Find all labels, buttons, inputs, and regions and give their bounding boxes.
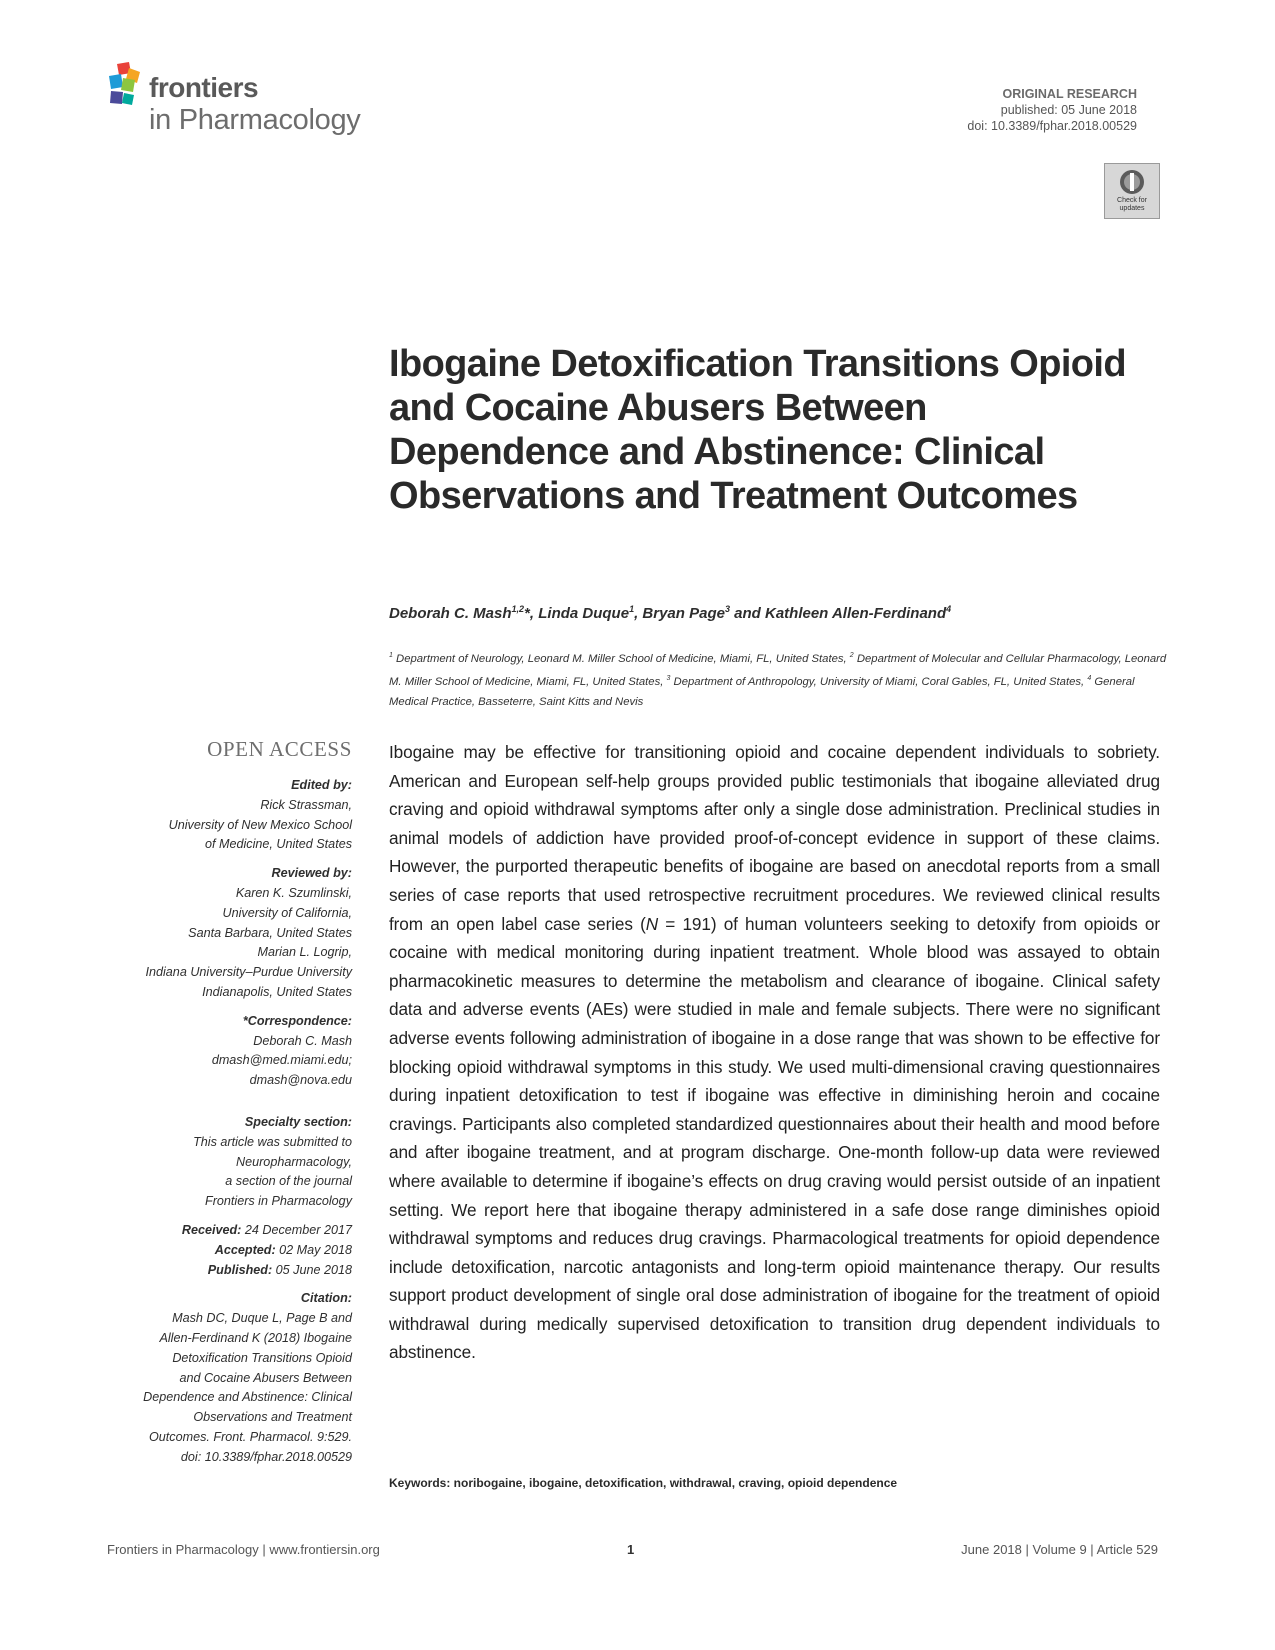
check-for-updates-badge[interactable] xyxy=(1104,163,1160,219)
affiliation-text: Department of Molecular and Cellular Pharmacology, Leonard M. Miller School of Medicine, Miami, FL, United States, xyxy=(389,652,1167,688)
citation-line: and Cocaine Abusers Between xyxy=(179,1370,352,1385)
article-meta xyxy=(967,86,1137,134)
doi-link[interactable]: doi: 10.3389/fphar.2018.00529 xyxy=(967,119,1137,133)
specialty-line: Frontiers in Pharmacology xyxy=(205,1194,352,1209)
correspondence-email[interactable]: dmash@med.miami.edu; xyxy=(211,1053,352,1068)
editor-line: University of New Mexico School xyxy=(168,817,352,832)
accepted-value: 02 May 2018 xyxy=(275,1242,352,1257)
reviewer-line: Karen K. Szumlinski, xyxy=(235,885,352,900)
keywords: Keywords: noribogaine, ibogaine, detoxification, withdrawal, craving, opioid dependence xyxy=(389,1476,898,1490)
reviewer-line: Marian L. Logrip, xyxy=(257,945,352,960)
correspondence-email[interactable]: dmash@nova.edu xyxy=(249,1073,352,1088)
citation-line: Detoxification Transitions Opioid xyxy=(172,1350,352,1365)
author-affiliation-marker: 1,2 xyxy=(511,604,525,614)
author-affiliation-marker: 4 xyxy=(946,604,952,614)
specialty-line: Neuropharmacology, xyxy=(236,1154,352,1169)
reviewed-by-section xyxy=(100,864,352,1003)
specialty-label: Specialty section: xyxy=(244,1114,352,1129)
footer-issue-info: June 2018 | Volume 9 | Article 529 xyxy=(961,1542,1158,1557)
open-access-label: OPEN ACCESS xyxy=(207,737,352,761)
editor-line: Rick Strassman, xyxy=(260,797,352,812)
author-name[interactable]: Bryan Page xyxy=(642,605,725,622)
editor-line: of Medicine, United States xyxy=(204,837,352,852)
citation-line: Allen-Ferdinand K (2018) Ibogaine xyxy=(159,1330,352,1345)
check-for-updates-label: Check for updates xyxy=(1117,197,1147,212)
author-name[interactable]: Linda Duque xyxy=(538,605,630,622)
reviewer-line: Santa Barbara, United States xyxy=(188,925,352,940)
author-name[interactable]: Kathleen Allen-Ferdinand xyxy=(765,605,947,622)
edited-by-label: Edited by: xyxy=(291,778,352,792)
author-separator: and xyxy=(729,605,765,622)
abstract-text: Ibogaine may be effective for transitioning opioid and cocaine dependent individuals to sobriety. American and European self-help groups provided public testimonials that ibogaine alleviated drug craving and opioid withdrawal symptoms after only a single dose administration. Preclinical studies in animal models of addiction have provided proof-of-concept evidence in support of these claims. However, the purported therapeutic benefits of ibogaine are based on anecdotal reports from a small series of case reports that used retrospective recruitment procedures. We reviewed clinical results from an open label case series ( xyxy=(389,742,1160,934)
abstract xyxy=(389,738,1160,1367)
citation-line: Observations and Treatment xyxy=(193,1410,352,1425)
correspondence-section xyxy=(100,1012,352,1091)
reviewer-line: Indianapolis, United States xyxy=(202,984,352,999)
footer-journal-link[interactable]: Frontiers in Pharmacology | www.frontiersin.org xyxy=(107,1542,380,1557)
specialty-line: a section of the journal xyxy=(225,1174,352,1189)
affiliation-text: Department of Neurology, Leonard M. Miller School of Medicine, Miami, FL, United States, xyxy=(392,652,850,665)
abstract-text: = 191) of human volunteers seeking to detoxify from opioids or cocaine with medical monitoring during inpatient treatment. Whole blood was assayed to obtain pharmacokinetic measures to determine the metabolism and clearance of ibogaine. Clinical safety data and adverse events (AEs) were studied in male and female subjects. There were no significant adverse events following administration of ibogaine in a dose range that was shown to be effective for blocking opioid withdrawal symptoms in this study. We used multi-dimensional craving questionnaires during inpatient detoxification to test if ibogaine was effective in diminishing heroin and cocaine cravings. Participants also completed standardized questionnaires about their health and mood before and after ibogaine treatment, and at program discharge. One-month follow-up data were reviewed where available to determine if ibogaine’s effects on drug craving would persist outside of an inpatient setting. We report here that ibogaine therapy administered in a safe dose range diminishes opioid withdrawal symptoms and reduces drug cravings. Pharmacological treatments for opioid dependence include detoxification, narcotic antagonists and long-term opioid maintenance therapy. Our results support product development of single oral dose administration of ibogaine for the treatment of opioid withdrawal during medically supervised detoxification to transition drug dependent individuals to abstinence. xyxy=(389,913,1160,1363)
article-info-sidebar xyxy=(100,736,352,1477)
reviewed-by-label: Reviewed by: xyxy=(271,866,352,881)
accepted-date xyxy=(100,1241,352,1261)
citation-line: Mash DC, Duque L, Page B and xyxy=(172,1311,352,1326)
published-date-sidebar xyxy=(100,1261,352,1281)
citation-label: Citation: xyxy=(300,1291,352,1306)
author-separator: *, xyxy=(524,605,539,622)
affiliation-marker: 3 xyxy=(666,674,671,682)
author-separator: , xyxy=(634,605,643,622)
citation-line: Outcomes. Front. Pharmacol. 9:529. xyxy=(149,1429,352,1444)
affiliations xyxy=(389,646,1169,712)
specialty-line: This article was submitted to xyxy=(193,1134,352,1149)
published-label: Published: xyxy=(207,1262,273,1277)
citation-doi[interactable]: doi: 10.3389/fphar.2018.00529 xyxy=(180,1449,352,1464)
specialty-section xyxy=(100,1113,352,1212)
published-date: published: 05 June 2018 xyxy=(1000,103,1137,117)
author-list xyxy=(389,604,1149,622)
correspondence-name: Deborah C. Mash xyxy=(253,1033,352,1048)
affiliation-marker: 1 xyxy=(389,652,393,659)
author-affiliation-marker: 3 xyxy=(724,604,730,614)
affiliation-marker: 2 xyxy=(849,652,854,659)
received-value: 24 December 2017 xyxy=(241,1222,352,1237)
edited-by-section xyxy=(100,776,352,855)
received-label: Received: xyxy=(181,1222,242,1237)
reviewer-line: Indiana University–Purdue University xyxy=(145,965,352,980)
frontiers-logo-icon xyxy=(107,62,145,108)
dates-section xyxy=(100,1221,352,1280)
received-date xyxy=(100,1221,352,1241)
citation-line: Dependence and Abstinence: Clinical xyxy=(143,1390,352,1405)
journal-logo xyxy=(107,58,367,138)
abstract-n-symbol: N xyxy=(645,913,659,934)
article-type: ORIGINAL RESEARCH xyxy=(1002,87,1137,101)
reviewer-line: University of California, xyxy=(222,905,352,920)
author-name[interactable]: Deborah C. Mash xyxy=(389,605,512,622)
affiliation-text: Department of Anthropology, University of Miami, Coral Gables, FL, United States, xyxy=(670,675,1088,688)
logo-brand-text: frontiers xyxy=(149,72,259,103)
affiliation-marker: 4 xyxy=(1087,674,1092,682)
page-number: 1 xyxy=(627,1542,635,1557)
article-title: Ibogaine Detoxification Transitions Opioid and Cocaine Abusers Between Dependence and Abstinence: Clinical Observations and Treatment Outcomes xyxy=(389,343,1126,517)
crossmark-icon xyxy=(1119,169,1145,195)
logo-journal-text: in Pharmacology xyxy=(149,104,361,136)
affiliation-text: General Medical Practice, Basseterre, Saint Kitts and Nevis xyxy=(389,675,1135,708)
author-affiliation-marker: 1 xyxy=(629,604,635,614)
accepted-label: Accepted: xyxy=(214,1242,276,1257)
correspondence-label: *Correspondence: xyxy=(242,1013,352,1028)
published-value: 05 June 2018 xyxy=(272,1262,352,1277)
citation-section xyxy=(100,1289,352,1467)
